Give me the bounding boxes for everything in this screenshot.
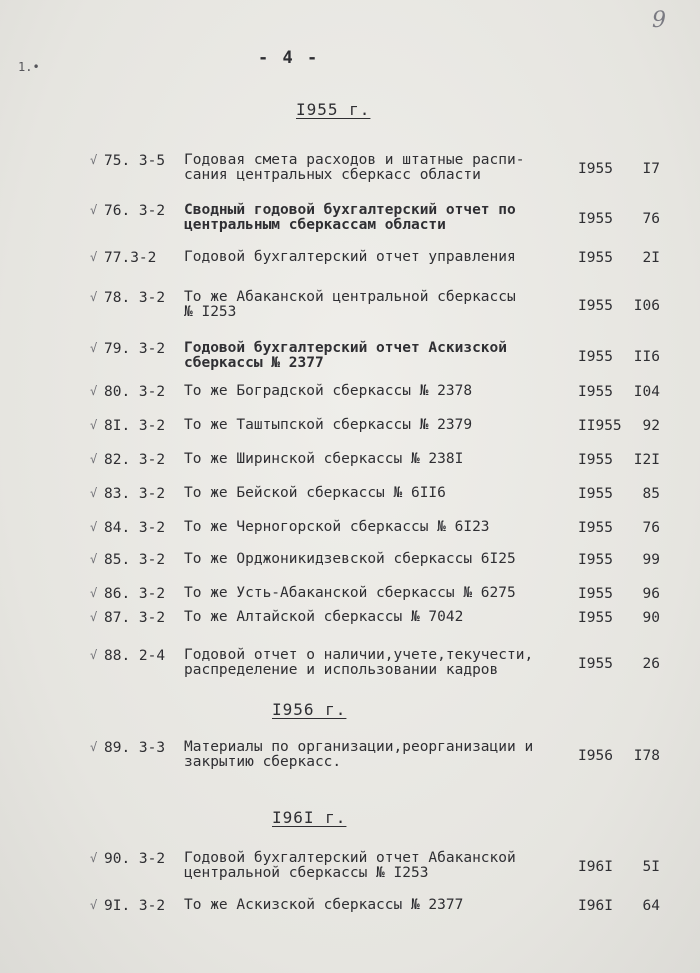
description-line: Сводный годовой бухгалтерский отчет по	[184, 202, 516, 218]
item-number: 9I. 3-2	[104, 898, 166, 914]
item-number: 75. 3-5	[104, 153, 166, 169]
check-mark-icon: √	[90, 486, 98, 500]
item-number: 84. 3-2	[104, 520, 166, 536]
section-heading-1961: I96I г.	[272, 808, 347, 827]
section-heading-1955: I955 г.	[296, 100, 371, 119]
description-line: Годовой бухгалтерский отчет Аскизской	[184, 340, 508, 356]
item-number: 83. 3-2	[104, 486, 166, 502]
item-number: 87. 3-2	[104, 610, 166, 626]
check-mark-icon: √	[90, 552, 98, 566]
item-sheet-count: II6	[633, 349, 660, 365]
item-number: 78. 3-2	[104, 290, 166, 306]
item-number: 79. 3-2	[104, 341, 166, 357]
description-line: То же Боградской сберкассы № 2378	[184, 383, 473, 399]
item-year: I955	[578, 486, 613, 502]
description-line: То же Ширинской сберкассы № 238I	[184, 451, 464, 467]
item-description	[184, 740, 533, 770]
item-description	[184, 384, 472, 399]
item-sheet-count: 5I	[642, 859, 660, 875]
item-sheet-count: 76	[642, 520, 660, 536]
description-line: № I253	[184, 304, 237, 320]
check-mark-icon: √	[90, 520, 98, 534]
item-number: 77.3-2	[104, 250, 157, 266]
item-description	[184, 552, 516, 567]
handwritten-page-number: 9	[652, 8, 666, 33]
check-mark-icon: √	[90, 384, 98, 398]
item-number: 8I. 3-2	[104, 418, 166, 434]
item-sheet-count: I04	[633, 384, 660, 400]
check-mark-icon: √	[90, 418, 98, 432]
item-description	[184, 341, 507, 371]
item-description	[184, 898, 463, 913]
description-line: закрытию сберкасс.	[184, 754, 342, 770]
description-line: То же Черногорской сберкассы № 6I23	[184, 519, 490, 535]
item-sheet-count: 2I	[642, 250, 660, 266]
item-year: II955	[578, 418, 622, 434]
check-mark-icon: √	[90, 740, 98, 754]
description-line: То же Бейской сберкассы № 6II6	[184, 485, 446, 501]
item-number: 80. 3-2	[104, 384, 166, 400]
margin-mark: 1.•	[18, 60, 40, 74]
item-description	[184, 153, 524, 183]
item-sheet-count: I2I	[633, 452, 660, 468]
item-year: I955	[578, 250, 613, 266]
check-mark-icon: √	[90, 610, 98, 624]
description-line: Годовой бухгалтерский отчет Абаканской	[184, 850, 516, 866]
description-line: То же Абаканской центральной сберкассы	[184, 289, 516, 305]
description-line: центральной сберкассы № I253	[184, 865, 429, 881]
item-sheet-count: 64	[642, 898, 660, 914]
item-sheet-count: I78	[633, 748, 660, 764]
item-year: I955	[578, 520, 613, 536]
item-number: 76. 3-2	[104, 203, 166, 219]
item-year: I955	[578, 384, 613, 400]
item-sheet-count: 96	[642, 586, 660, 602]
item-sheet-count: 85	[642, 486, 660, 502]
description-line: сания центральных сберкасс области	[184, 167, 481, 183]
check-mark-icon: √	[90, 898, 98, 912]
item-year: I955	[578, 610, 613, 626]
item-year: I96I	[578, 859, 613, 875]
item-year: I955	[578, 298, 613, 314]
check-mark-icon: √	[90, 250, 98, 264]
item-year: I955	[578, 552, 613, 568]
description-line: Годовой отчет о наличии,учете,текучести,	[184, 647, 534, 663]
item-description	[184, 486, 446, 501]
item-number: 86. 3-2	[104, 586, 166, 602]
item-sheet-count: 90	[642, 610, 660, 626]
item-description	[184, 586, 516, 601]
description-line: То же Орджоникидзевской сберкассы 6I25	[184, 551, 516, 567]
item-year: I955	[578, 161, 613, 177]
item-description	[184, 648, 533, 678]
description-line: Материалы по организации,реорганизации и	[184, 739, 534, 755]
check-mark-icon: √	[90, 341, 98, 355]
item-year: I955	[578, 586, 613, 602]
description-line: То же Усть-Абаканской сберкассы № 6275	[184, 585, 516, 601]
item-description	[184, 452, 463, 467]
description-line: Годовая смета расходов и штатные распи-	[184, 152, 525, 168]
item-number: 85. 3-2	[104, 552, 166, 568]
item-description	[184, 520, 490, 535]
item-sheet-count: 76	[642, 211, 660, 227]
item-description	[184, 418, 472, 433]
item-year: I96I	[578, 898, 613, 914]
check-mark-icon: √	[90, 203, 98, 217]
item-number: 82. 3-2	[104, 452, 166, 468]
item-description	[184, 203, 516, 233]
item-number: 89. 3-3	[104, 740, 166, 756]
description-line: То же Аскизской сберкассы № 2377	[184, 897, 464, 913]
description-line: То же Таштыпской сберкассы № 2379	[184, 417, 473, 433]
item-year: I955	[578, 656, 613, 672]
description-line: То же Алтайской сберкассы № 7042	[184, 609, 464, 625]
description-line: сберкассы № 2377	[184, 355, 324, 371]
item-sheet-count: I06	[633, 298, 660, 314]
item-year: I955	[578, 452, 613, 468]
item-description	[184, 250, 516, 265]
description-line: Годовой бухгалтерский отчет управления	[184, 249, 516, 265]
check-mark-icon: √	[90, 586, 98, 600]
item-number: 90. 3-2	[104, 851, 166, 867]
check-mark-icon: √	[90, 452, 98, 466]
item-description	[184, 851, 516, 881]
check-mark-icon: √	[90, 648, 98, 662]
item-description	[184, 610, 463, 625]
item-year: I955	[578, 211, 613, 227]
description-line: распределение и использовании кадров	[184, 662, 499, 678]
item-year: I956	[578, 748, 613, 764]
check-mark-icon: √	[90, 290, 98, 304]
sheet-number: - 4 -	[258, 48, 320, 68]
item-sheet-count: 92	[642, 418, 660, 434]
check-mark-icon: √	[90, 153, 98, 167]
item-number: 88. 2-4	[104, 648, 166, 664]
item-sheet-count: I7	[642, 161, 660, 177]
section-heading-1956: I956 г.	[272, 700, 347, 719]
item-description	[184, 290, 516, 320]
check-mark-icon: √	[90, 851, 98, 865]
item-sheet-count: 99	[642, 552, 660, 568]
description-line: центральным сберкассам области	[184, 217, 446, 233]
item-year: I955	[578, 349, 613, 365]
item-sheet-count: 26	[642, 656, 660, 672]
